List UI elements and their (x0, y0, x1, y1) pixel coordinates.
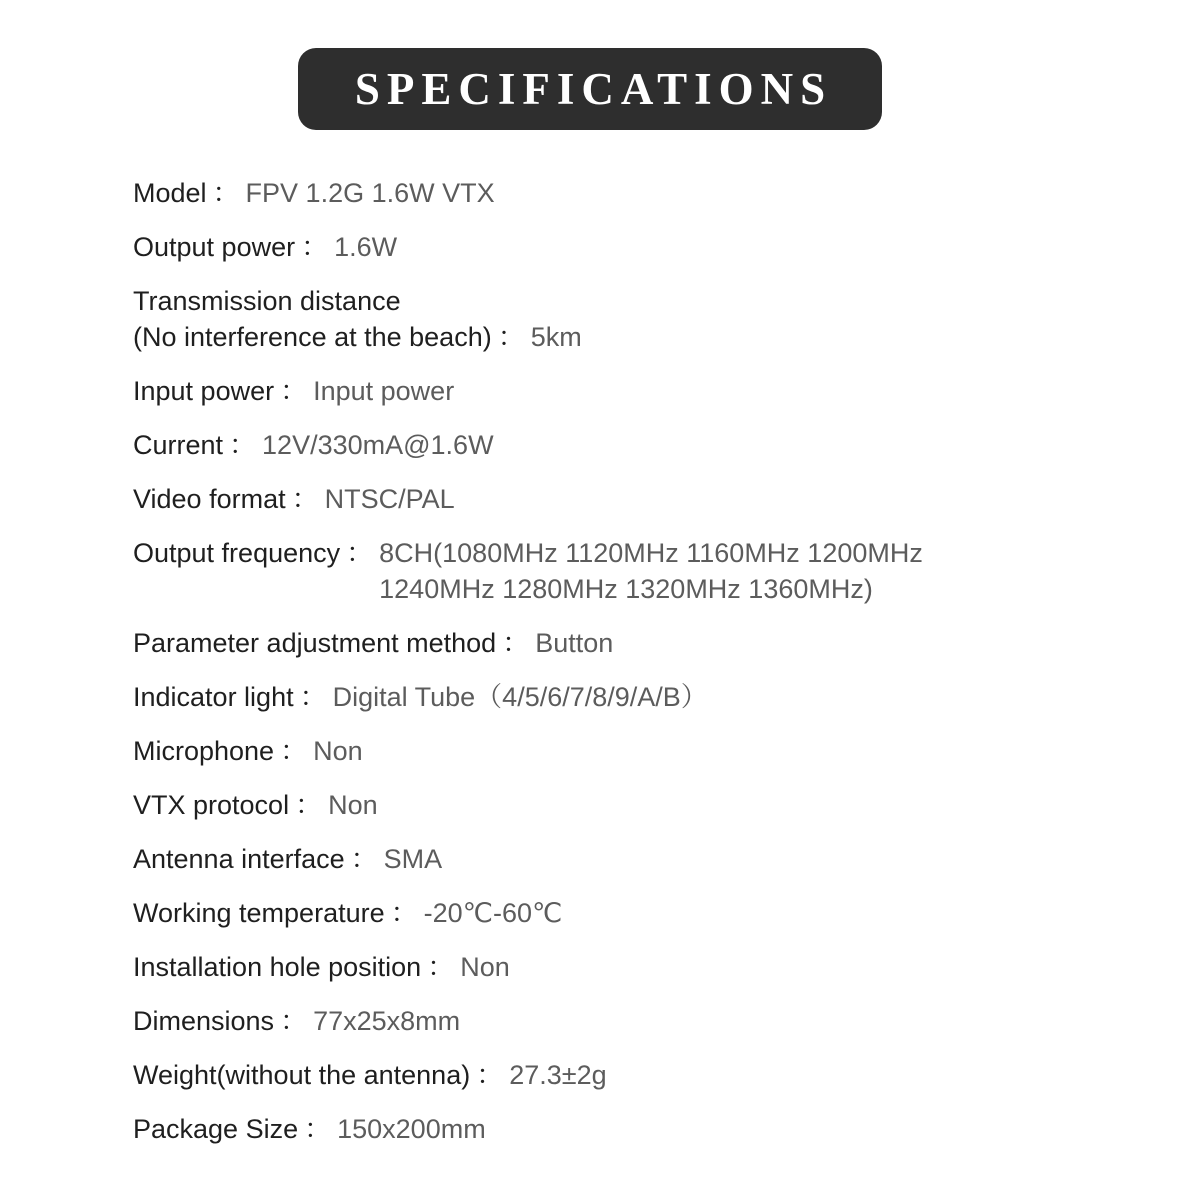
spec-value: SMA (383, 844, 443, 874)
spec-value: 8CH(1080MHz 1120MHz 1160MHz 1200MHz 1240MHz 1280MHz 1320MHz 1360MHz) (379, 538, 923, 604)
spec-colon: ： (229, 430, 257, 460)
spec-colon: ： (295, 790, 323, 820)
spec-row-model (133, 175, 1153, 211)
spec-label: Installation hole position (133, 952, 422, 982)
spec-row-current (133, 427, 1153, 463)
spec-row-indicator-light (133, 679, 1153, 715)
spec-colon: ： (304, 1114, 332, 1144)
spec-label: Model (133, 178, 207, 208)
spec-row-dimensions (133, 1003, 1153, 1039)
spec-colon: ： (301, 232, 329, 262)
spec-value: Non (460, 952, 510, 982)
spec-value: 1.6W (334, 232, 398, 262)
spec-label: Output power (133, 232, 296, 262)
spec-row-output-power (133, 229, 1153, 265)
spec-colon: ： (291, 484, 319, 514)
spec-value: Non (313, 736, 363, 766)
spec-label: Transmission distance (No interference at the beach) (133, 286, 492, 352)
spec-value: 5km (530, 322, 582, 352)
spec-row-input-power (133, 373, 1153, 409)
spec-colon: ： (280, 1006, 308, 1036)
spec-label: Working temperature (133, 898, 385, 928)
spec-row-weight (133, 1057, 1153, 1093)
spec-value: Non (328, 790, 378, 820)
spec-value: 77x25x8mm (313, 1006, 461, 1036)
spec-colon: ： (502, 628, 530, 658)
spec-label: Input power (133, 376, 275, 406)
spec-row-vtx-protocol (133, 787, 1153, 823)
spec-value: FPV 1.2G 1.6W VTX (245, 178, 495, 208)
spec-list (133, 175, 1153, 1165)
spec-label: Video format (133, 484, 286, 514)
spec-row-installation-hole (133, 949, 1153, 985)
spec-value: Digital Tube（4/5/6/7/8/9/A/B） (332, 682, 708, 712)
spec-value: NTSC/PAL (324, 484, 455, 514)
spec-label: Package Size (133, 1114, 299, 1144)
spec-row-working-temperature (133, 895, 1153, 931)
spec-row-package-size (133, 1111, 1153, 1147)
spec-row-antenna-interface (133, 841, 1153, 877)
spec-value: 150x200mm (337, 1114, 486, 1144)
spec-value: -20℃-60℃ (423, 898, 563, 928)
spec-label: Microphone (133, 736, 275, 766)
page-title: SPECIFICATIONS (354, 64, 833, 114)
spec-label: VTX protocol (133, 790, 290, 820)
spec-label: Indicator light (133, 682, 294, 712)
spec-colon: ： (299, 682, 327, 712)
spec-colon: ： (212, 178, 240, 208)
spec-colon: ： (280, 736, 308, 766)
spec-row-transmission-distance (133, 283, 1153, 355)
spec-row-output-frequency (133, 535, 1153, 607)
spec-label: Weight(without the antenna) (133, 1060, 471, 1090)
spec-row-parameter-adjustment (133, 625, 1153, 661)
spec-colon: ： (390, 898, 418, 928)
spec-colon: ： (427, 952, 455, 982)
spec-colon: ： (476, 1060, 504, 1090)
specifications-header-box (298, 48, 882, 130)
spec-value: 12V/330mA@1.6W (262, 430, 494, 460)
spec-colon: ： (497, 322, 525, 352)
spec-colon: ： (350, 844, 378, 874)
spec-row-video-format (133, 481, 1153, 517)
spec-value: Button (535, 628, 614, 658)
spec-label: Antenna interface (133, 844, 345, 874)
spec-label: Current (133, 430, 224, 460)
spec-label: Dimensions (133, 1006, 275, 1036)
spec-value: Input power (313, 376, 455, 406)
spec-colon: ： (346, 538, 374, 568)
spec-label: Output frequency (133, 538, 341, 568)
spec-row-microphone (133, 733, 1153, 769)
spec-value: 27.3±2g (509, 1060, 607, 1090)
spec-colon: ： (280, 376, 308, 406)
spec-label: Parameter adjustment method (133, 628, 497, 658)
